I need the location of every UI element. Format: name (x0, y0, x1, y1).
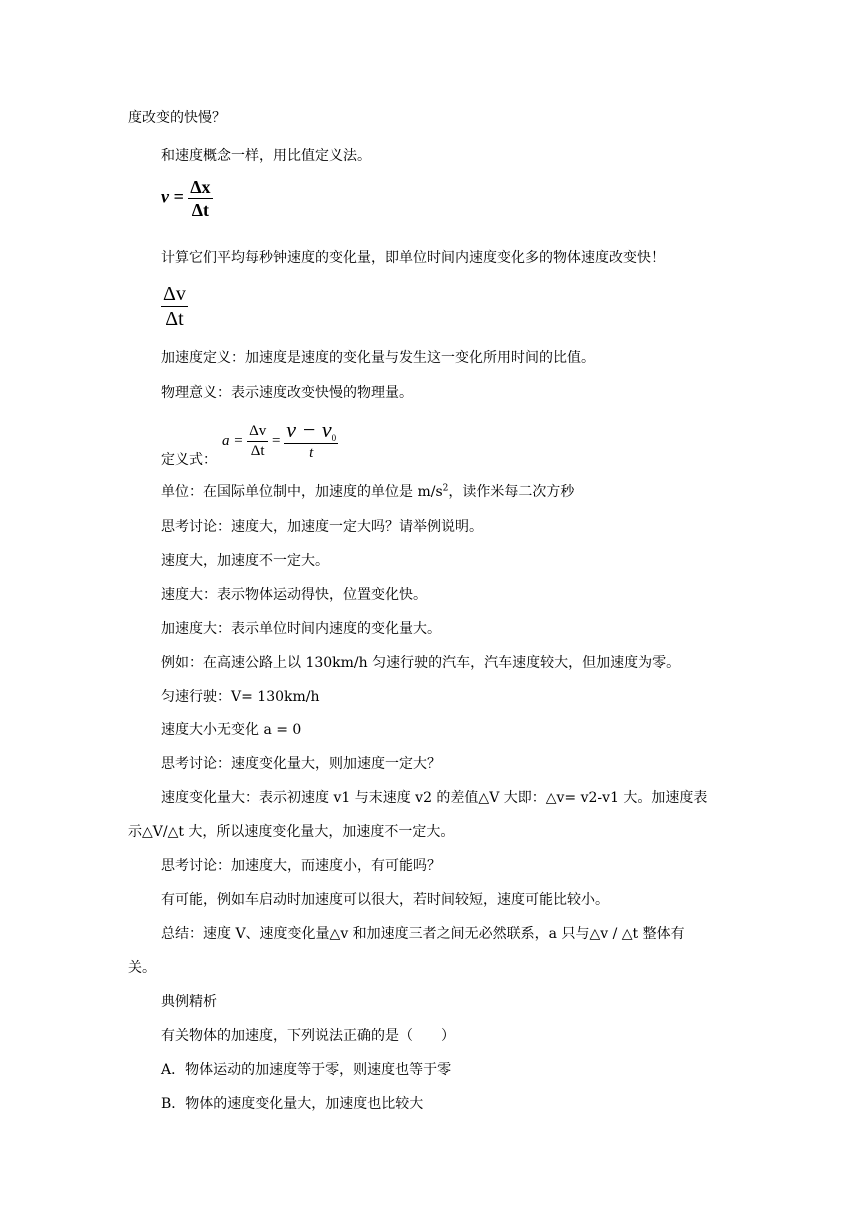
text-line: 总结：速度 V、速度变化量△v 和加速度三者之间无必然联系，a 只与△v / △t 整体有 (161, 926, 685, 942)
initial-velocity: − v (296, 417, 332, 442)
text-line: 计算它们平均每秒钟速度的变化量，即单位时间内速度变化多的物体速度改变快！ (161, 250, 665, 266)
fraction (161, 282, 188, 331)
time-symbol: t (309, 445, 314, 461)
unit-text: 单位：在国际单位制中，加速度的单位是 m/s (161, 484, 443, 500)
denominator: Δt (247, 441, 268, 461)
denominator (284, 443, 338, 463)
text-line: 物理意义：表示速度改变快慢的物理量。 (161, 385, 413, 401)
text-line: 关。 (128, 960, 156, 976)
text-line: 思考讨论：速度大，加速度一定大吗？请举例说明。 (161, 519, 483, 535)
fraction (188, 176, 212, 221)
question-text: 有关物体的加速度，下列说法正确的是（ ） (161, 1028, 455, 1044)
final-velocity: v (286, 417, 297, 442)
text-line: 例如：在高速公路上以 130km/h 匀速行驶的汽车，汽车速度较大，但加速度为零。 (161, 655, 681, 671)
subscript: 0 (331, 433, 337, 443)
text-line: 加速度定义：加速度是速度的变化量与发生这一变化所用时间的比值。 (161, 350, 595, 366)
text-line: 速度大，加速度不一定大。 (161, 553, 329, 569)
fraction (284, 417, 338, 463)
denominator: Δt (161, 306, 188, 331)
text-line: 有可能，例如车启动时加速度可以很大，若时间较短，速度可能比较小。 (161, 892, 609, 908)
text-line: 度改变的快慢？ (128, 110, 226, 126)
numerator (284, 417, 338, 443)
numerator: Δv (163, 283, 186, 305)
superscript: 2 (442, 483, 449, 494)
option-a: A．物体运动的加速度等于零，则速度也等于零 (161, 1062, 452, 1078)
text-line: 速度大：表示物体运动得快，位置变化快。 (161, 587, 427, 603)
formula-lhs: a = (222, 432, 244, 449)
velocity-formula (161, 176, 213, 221)
text-line: 加速度大：表示单位时间内速度的变化量大。 (161, 621, 441, 637)
text-line: 思考讨论：加速度大，而速度小，有可能吗？ (161, 858, 441, 874)
section-heading: 典例精析 (161, 994, 217, 1010)
acceleration-formula (222, 417, 338, 463)
denominator: Δt (188, 198, 212, 221)
text-line: 和速度概念一样，用比值定义法。 (161, 148, 371, 164)
dv-dt-formula (161, 282, 188, 331)
unit-text-tail: ，读作米每二次方秒 (448, 484, 575, 500)
numerator: Δx (190, 177, 211, 197)
definition-label: 定义式： (161, 452, 217, 468)
text-line: 示△V/△t 大，所以速度变化量大，加速度不一定大。 (128, 824, 455, 840)
fraction (247, 422, 268, 461)
text-line: 速度变化量大：表示初速度 v1 与末速度 v2 的差值△V 大即：△v= v2-v1 大。加速度表 (161, 790, 708, 806)
formula-lhs: v = (161, 186, 184, 207)
equals-sign: = (272, 432, 281, 449)
option-b: B．物体的速度变化量大，加速度也比较大 (161, 1096, 424, 1112)
numerator: Δv (249, 423, 267, 439)
text-line: 匀速行驶：V= 130km/h (161, 689, 320, 705)
text-line: 速度大小无变化 a = 0 (161, 722, 302, 738)
text-line: 思考讨论：速度变化量大，则加速度一定大？ (161, 756, 441, 772)
text-line (161, 482, 740, 502)
